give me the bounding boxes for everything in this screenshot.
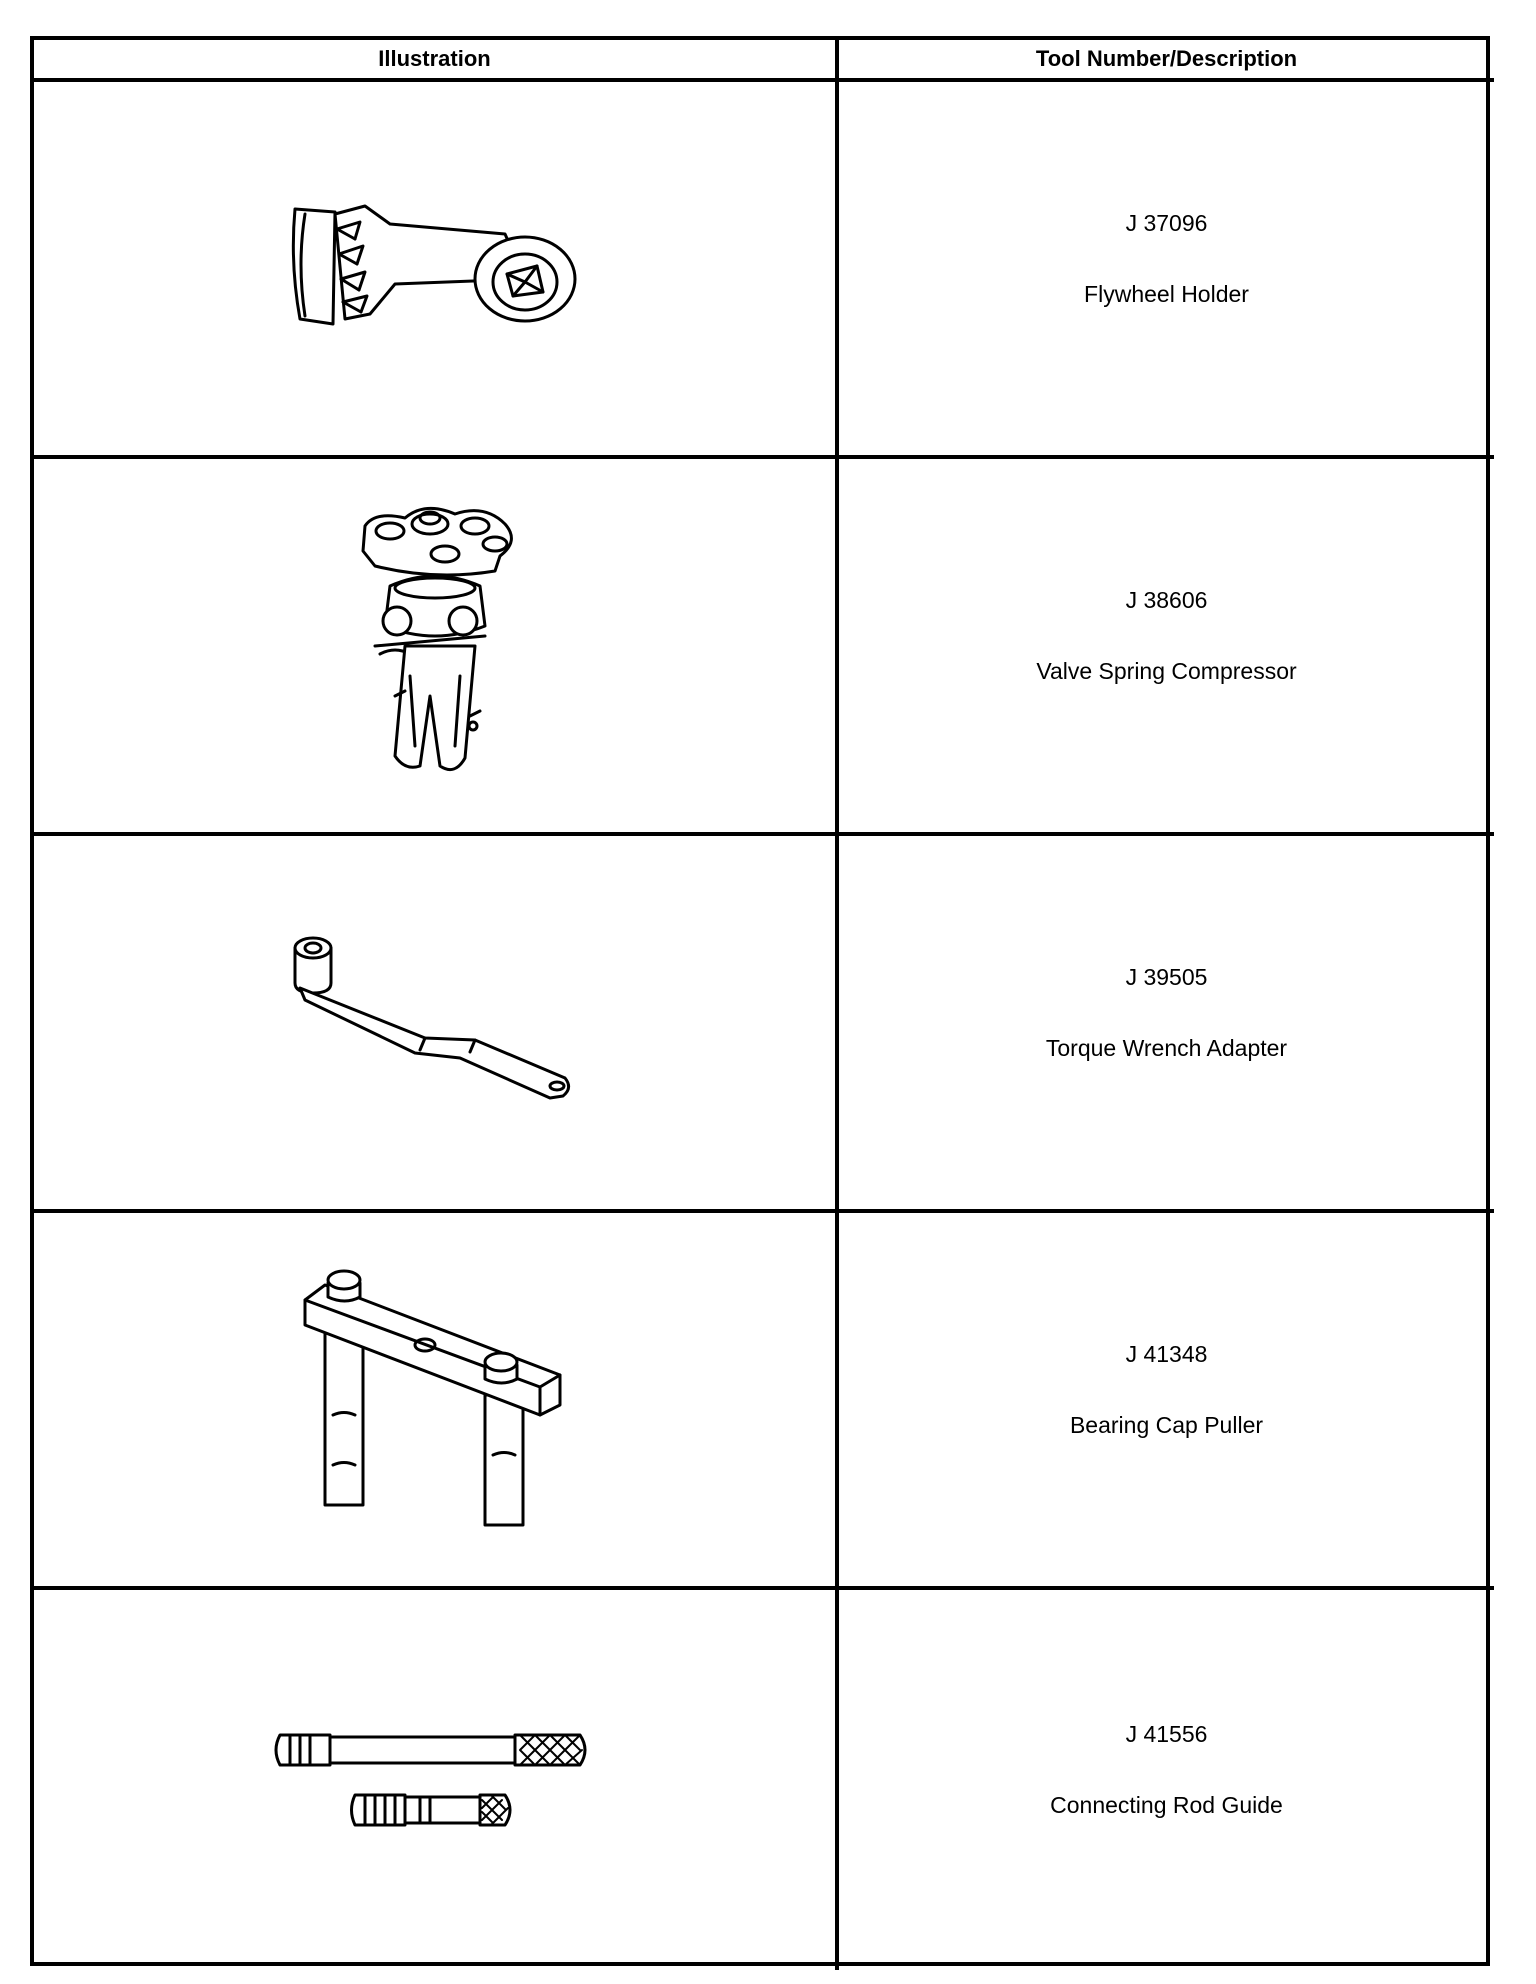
illustration-cell-flywheel-holder bbox=[34, 82, 839, 459]
description-cell-valve-spring-compressor bbox=[839, 459, 1494, 836]
tool-description: Torque Wrench Adapter bbox=[1045, 1034, 1288, 1061]
tool-number: J 37096 bbox=[1125, 209, 1208, 236]
tool-description: Flywheel Holder bbox=[1084, 280, 1249, 307]
illustration-cell-bearing-cap-puller bbox=[34, 1213, 839, 1590]
tool-description: Connecting Rod Guide bbox=[1050, 1792, 1283, 1818]
header-illustration: Illustration bbox=[34, 40, 839, 82]
tool-description: Bearing Cap Puller bbox=[1069, 1411, 1264, 1438]
description-cell-torque-wrench-adapter bbox=[839, 836, 1494, 1213]
description-cell-bearing-cap-puller bbox=[839, 1213, 1494, 1590]
description-cell-flywheel-holder bbox=[839, 82, 1494, 459]
tools-table bbox=[30, 36, 1490, 1966]
tool-description: Valve Spring Compressor bbox=[1036, 657, 1297, 684]
illustration-cell-valve-spring-compressor bbox=[34, 459, 839, 836]
tool-number: J 39505 bbox=[1125, 963, 1208, 990]
illustration-cell-torque-wrench-adapter bbox=[34, 836, 839, 1213]
connecting-rod-guide-drawing bbox=[270, 1720, 600, 1840]
tool-number: J 38606 bbox=[1125, 586, 1208, 613]
torque-wrench-adapter-drawing bbox=[275, 928, 595, 1118]
description-cell-connecting-rod-guide bbox=[839, 1590, 1494, 1970]
tool-number: J 41348 bbox=[1125, 1340, 1208, 1367]
header-tool-number-description: Tool Number/Description bbox=[839, 40, 1494, 82]
flywheel-holder-drawing bbox=[275, 184, 595, 354]
tool-number: J 41556 bbox=[1125, 1721, 1208, 1747]
valve-spring-compressor-drawing bbox=[335, 496, 535, 796]
bearing-cap-puller-drawing bbox=[285, 1265, 585, 1535]
illustration-cell-connecting-rod-guide bbox=[34, 1590, 839, 1970]
